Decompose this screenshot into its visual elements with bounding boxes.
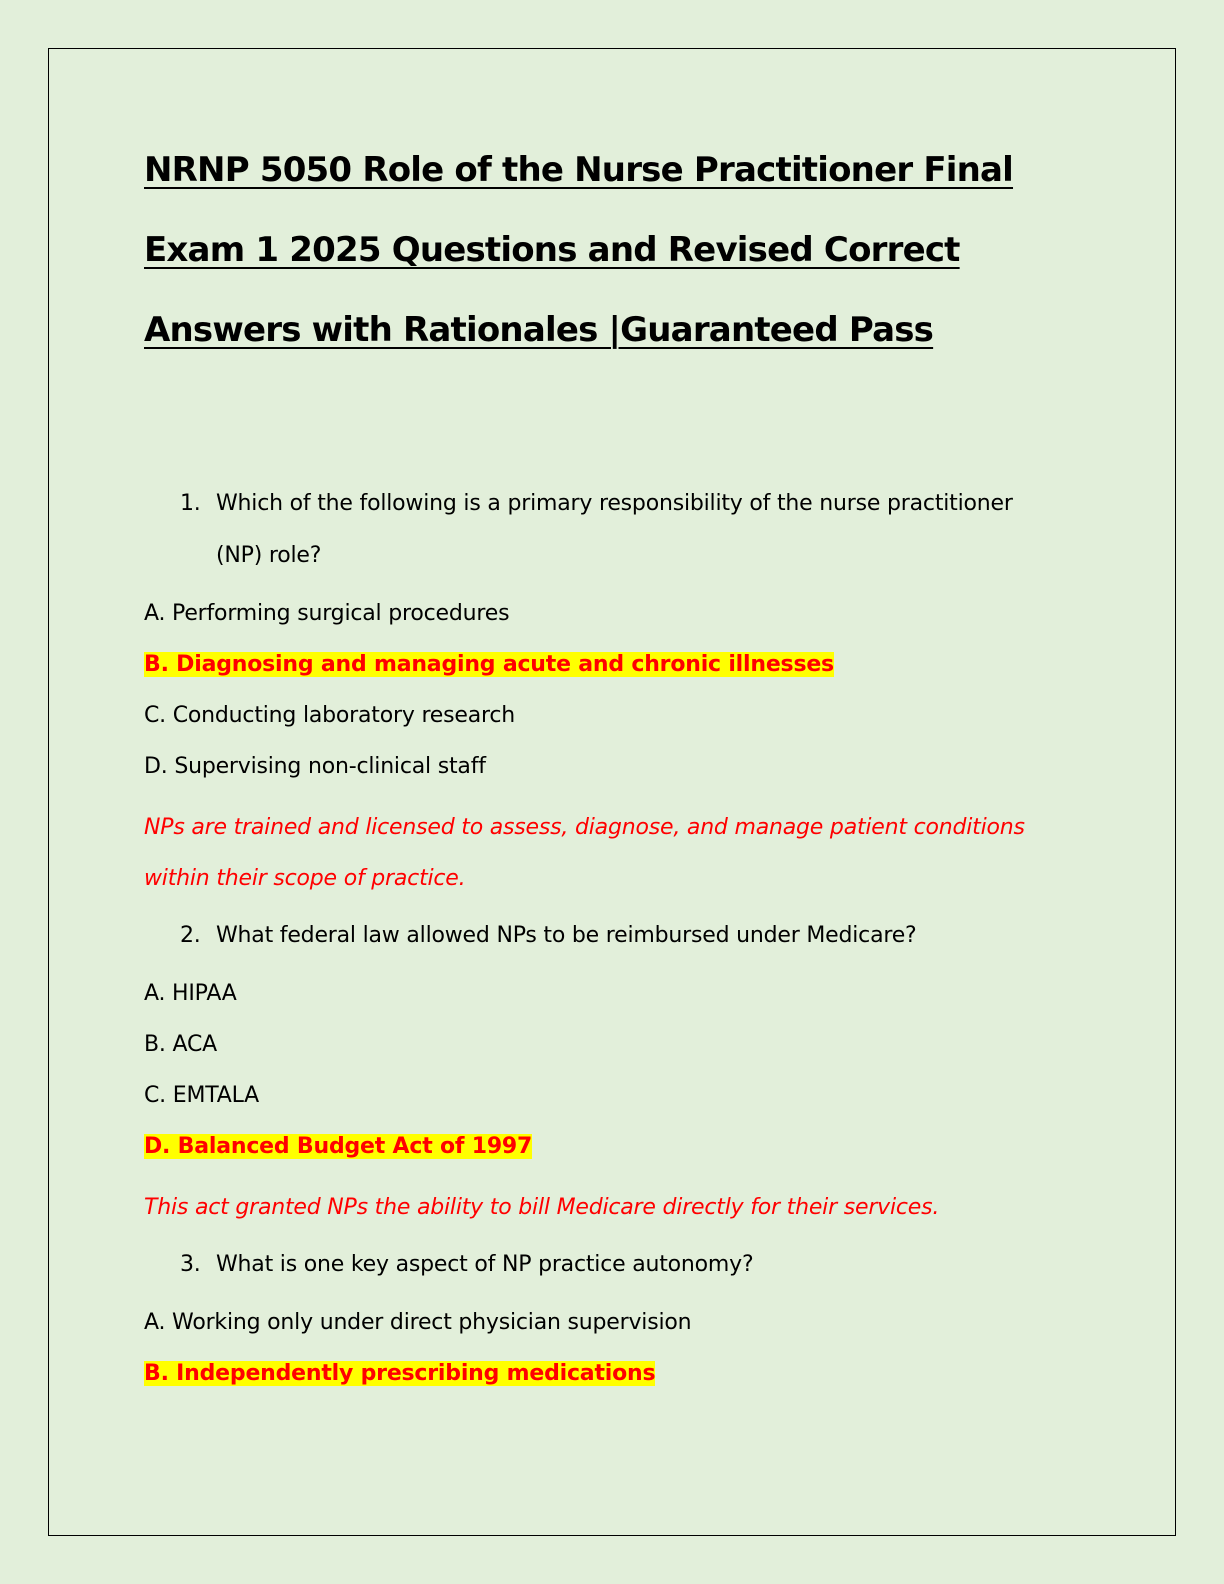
answer-option: C. Conducting laboratory research <box>144 703 516 728</box>
question-list <box>144 478 1064 1399</box>
document-title <box>144 130 1064 370</box>
title-line: Answers with Rationales |Guaranteed Pass <box>144 310 934 350</box>
question-number: 1. <box>180 491 201 516</box>
answer-option: D. Supervising non-clinical staff <box>144 754 486 779</box>
question-block <box>144 910 1064 1233</box>
correct-answer-option: B. Diagnosing and managing acute and chronic illnesses <box>144 652 834 677</box>
question-text: What is one key aspect of NP practice autonomy? <box>216 1252 754 1277</box>
answer-option: A. Working only under direct physician supervision <box>144 1310 692 1335</box>
title-line: NRNP 5050 Role of the Nurse Practitioner Final <box>144 150 1014 190</box>
answer-option: B. ACA <box>144 1032 217 1057</box>
question-stem <box>144 1239 1064 1291</box>
title-line: Exam 1 2025 Questions and Revised Correct <box>144 230 960 270</box>
answer-option: A. Performing surgical procedures <box>144 601 510 626</box>
question-stem <box>144 910 1064 962</box>
question-text: What federal law allowed NPs to be reimbursed under Medicare? <box>216 923 917 948</box>
answer-option: C. EMTALA <box>144 1083 260 1108</box>
answer-option: A. HIPAA <box>144 981 237 1006</box>
question-text: Which of the following is a primary responsibility of the nurse practitioner (NP) role? <box>216 491 1013 568</box>
rationale-text: This act granted NPs the ability to bill Medicare directly for their services. <box>144 1195 940 1220</box>
question-number: 3. <box>180 1252 201 1277</box>
correct-answer-option: D. Balanced Budget Act of 1997 <box>144 1134 533 1159</box>
question-block <box>144 1239 1064 1399</box>
question-stem <box>144 478 1064 582</box>
correct-answer-option: B. Independently prescribing medications <box>144 1361 656 1386</box>
rationale-text: NPs are trained and licensed to assess, diagnose, and manage patient conditions within their scope of practice. <box>144 815 1025 891</box>
question-block <box>144 478 1064 904</box>
document-body <box>144 130 1064 1399</box>
question-number: 2. <box>180 923 201 948</box>
